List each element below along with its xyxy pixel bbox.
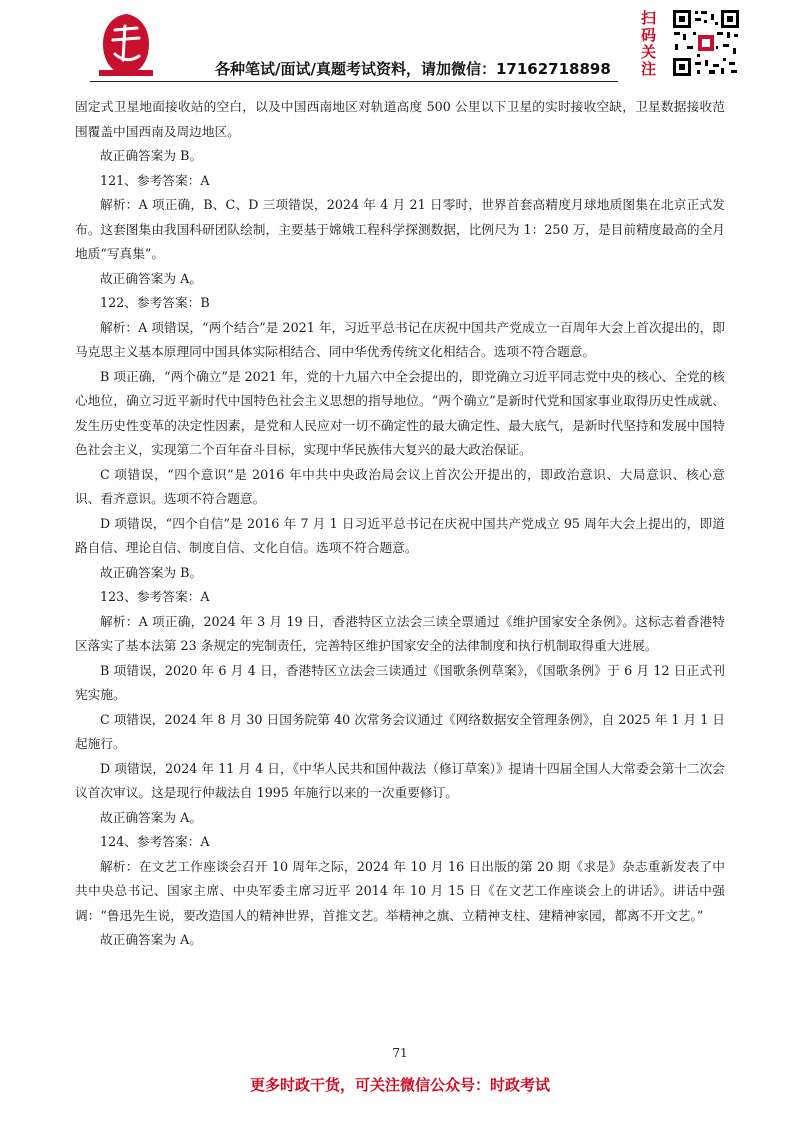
explanation: D 项错误，“四个自信”是 2016 年 7 月 1 日习近平总书记在庆祝中国共产党成立 95 周年大会上提出的，即道路自信、理论自信、制度自信、文化自信。选项不符合题意。 [75,515,725,555]
scan-follow-label [641,10,659,78]
page-number: 71 [392,1046,408,1060]
explanation: 解析：在文艺工作座谈会召开 10 周年之际，2024 年 10 月 16 日出版的第 20 期《求是》杂志重新发表了中共中央总书记、国家主席、中央军委主席习近平 2014 年 10 月 15 日《在文艺工作座谈会上的讲话》。讲话中强调：“鲁迅先生说，要改造国人的精神世界，首推文艺。举精神之旗、立精神支柱、建精神家园，都离不开文艺。” [75,858,725,923]
answer-conclusion: 故正确答案为 A。 [100,809,203,825]
question-answer: 124、参考答案：A [100,834,210,849]
explanation: C 项错误，2024 年 8 月 30 日国务院第 40 次常务会议通过《网络数据安全管理条例》，自 2025 年 1 月 1 日起施行。 [75,711,725,751]
explanation: 解析：A 项正确，B、C、D 三项错误，2024 年 4 月 21 日零时，世界首套高精度月球地质图集在北京正式发布。这套图集由我国科研团队绘制，主要基于嫦娥工程科学探测数据，比例尺为 1：250 万，是目前精度最高的全月地质“写真集”。 [75,197,725,261]
paragraph: 固定式卫星地面接收站的空白，以及中国西南地区对轨道高度 500 公里以下卫星的实时接收空缺，卫星数据接收范围覆盖中国西南及周边地区。 [75,99,725,139]
footer-promo: 更多时政干货，可关注微信公众号：时政考试 [249,1076,550,1094]
scan-label-char: 关 [641,43,657,61]
question-answer: 122、参考答案：B [100,295,210,310]
answer-conclusion: 故正确答案为 A。 [100,270,203,286]
qr-code-icon[interactable] [671,8,741,78]
explanation: B 项错误，2020 年 6 月 4 日，香港特区立法会三读通过《国歌条例草案》，《国歌条例》于 6 月 12 日正式刊宪实施。 [75,662,725,702]
header-banner: 各种笔试/面试/真题考试资料，请加微信：17162718898 [215,60,611,78]
answer-explanations [75,95,725,953]
explanation: 解析：A 项错误，“两个结合”是 2021 年，习近平总书记在庆祝中国共产党成立一百周年大会上首次提出的，即马克思主义基本原理同中国具体实际相结合、同中华优秀传统文化相结合。选项不符合题意。 [75,319,725,359]
explanation: B 项正确，“两个确立”是 2021 年，党的十九届六中全会提出的，即党确立习近平同志党中央的核心、全党的核心地位，确立习近平新时代中国特色社会主义思想的指导地位。“两个确立”是新时代党和国家事业取得历史性成就、发生历史性变革的决定性因素，是党和人民应对一切不确定性的最大确定性、最大底气，是新时代坚持和发展中国特色社会主义，实现第二个百年奋斗目标，实现中华民族伟大复兴的最大政治保证。 [75,368,725,457]
answer-conclusion: 故正确答案为 A。 [100,932,203,947]
scan-label-char: 扫 [641,9,657,27]
question-answer: 121、参考答案：A [100,172,210,188]
explanation: 解析：A 项正确，2024 年 3 月 19 日，香港特区立法会三读全票通过《维护国家安全条例》。这标志着香港特区落实了基本法第 23 条规定的宪制责任，完善特区维护国家安全的法律制度和执行机制取得重大进展。 [75,613,725,653]
explanation: C 项错误，“四个意识”是 2016 年中共中央政治局会议上首次公开提出的，即政治意识、大局意识、核心意识、看齐意识。选项不符合题意。 [75,466,725,506]
scan-label-char: 码 [641,26,657,44]
question-answer: 123、参考答案：A [100,589,210,604]
answer-conclusion: 故正确答案为 B。 [100,564,203,580]
answer-conclusion: 故正确答案为 B。 [100,148,203,163]
logo-emblem-icon [95,10,157,78]
header-divider [90,81,618,82]
scan-label-char: 注 [641,60,657,78]
explanation: D 项错误，2024 年 11 月 4 日，《中华人民共和国仲裁法（修订草案）》提请十四届全国人大常委会第十二次会议首次审议。这是现行仲裁法自 1995 年施行以来的一次重要修订。 [75,760,725,800]
